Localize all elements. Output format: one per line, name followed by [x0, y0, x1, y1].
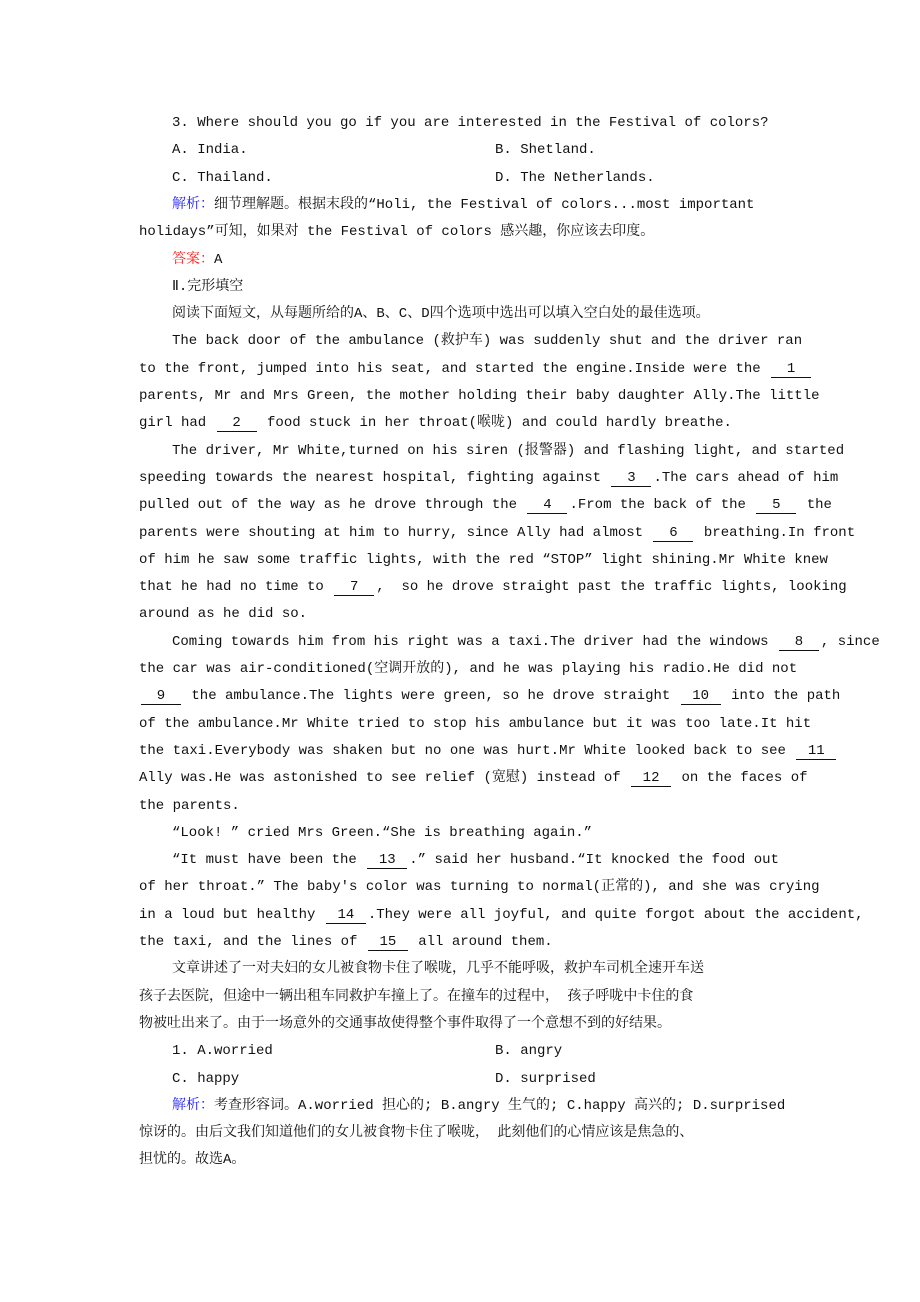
text-line	[139, 1150, 245, 1170]
text-segment: 惊讶的。由后文我们知道他们的女儿被食物卡住了喉咙， 此刻他们的心情应该是焦急的、	[139, 1125, 694, 1142]
text-segment: the parents.	[139, 797, 240, 814]
text-segment: , since	[820, 633, 880, 650]
text-segment: of the ambulance.Mr White tried to stop his ambulance but it was too late.It hit	[139, 715, 812, 732]
text-line	[172, 331, 802, 351]
text-segment: around as he did so.	[139, 606, 308, 623]
text-segment: to the front, jumped into his seat, and started the engine.Inside were the	[139, 360, 770, 377]
cloze-blank: 12	[631, 771, 671, 787]
text-segment: 3. Where should you go if you are interested in the Festival of colors?	[172, 115, 769, 131]
text-segment: the taxi, and the lines of	[139, 934, 366, 950]
text-segment: holidays”可知，如果对 the Festival of colors 感兴趣，你应该去印度。	[139, 224, 655, 241]
text-segment: .From the back of the	[569, 497, 755, 514]
text-line	[139, 741, 838, 761]
cloze-blank: 2	[217, 416, 257, 432]
text-line	[172, 1096, 785, 1116]
cloze-blank: 13	[367, 853, 407, 869]
text-line	[139, 932, 553, 952]
text-segment: of him he saw some traffic lights, with the red “STOP” light shining.Mr White knew	[139, 551, 828, 568]
text-segment: 物被吐出来了。由于一场意外的交通事故使得整个事件取得了一个意想不到的好结果。	[139, 1015, 671, 1032]
cloze-blank: 11	[796, 744, 836, 760]
text-segment: A	[214, 251, 223, 268]
text-line	[172, 632, 880, 652]
text-line	[139, 686, 840, 706]
text-segment: the taxi.Everybody was shaken but no one was hurt.Mr White looked back to see	[139, 742, 795, 759]
text-segment: the	[798, 497, 832, 514]
analysis-label: 解析：	[172, 196, 214, 213]
text-line	[139, 550, 828, 570]
text-line	[172, 195, 754, 215]
text-segment: “It must have been the	[172, 852, 366, 869]
cloze-blank: 10	[681, 689, 721, 705]
text-segment: in a loud but healthy	[139, 906, 324, 923]
answer-option: B. Shetland.	[495, 142, 596, 159]
text-segment: .The cars ahead of him	[653, 469, 839, 486]
text-segment: of her throat.” The baby's color was turning to normal(正常的), and she was crying	[139, 879, 820, 896]
cloze-blank: 14	[326, 908, 366, 924]
text-segment: Ally was.He was astonished to see relief (宽慰) instead of	[139, 770, 630, 787]
cloze-blank: 3	[611, 471, 651, 487]
text-line	[139, 386, 820, 406]
text-segment: parents, Mr and Mrs Green, the mother holding their baby daughter Ally.The little	[139, 388, 820, 404]
cloze-blank: 9	[141, 689, 181, 705]
text-segment: 孩子去医院，但途中一辆出租车同救护车撞上了。在撞车的过程中， 孩子呼咙中卡住的食	[139, 988, 694, 1005]
text-segment: parents were shouting at him to hurry, since Ally had almost	[139, 524, 652, 541]
text-line	[172, 277, 243, 297]
text-segment: The driver, Mr White,turned on his siren (报警器) and flashing light, and started	[172, 442, 845, 459]
text-line	[139, 359, 813, 379]
text-line	[139, 604, 307, 624]
text-segment: all around them.	[409, 934, 553, 950]
text-segment: speeding towards the nearest hospital, fighting against	[139, 469, 610, 486]
cloze-blank: 4	[527, 498, 567, 514]
text-line	[139, 523, 855, 543]
text-segment: Coming towards him from his right was a taxi.The driver had the windows	[172, 633, 777, 650]
text-line	[139, 577, 847, 597]
text-line	[139, 1014, 671, 1034]
text-segment: 文章讲述了一对夫妇的女儿被食物卡住了喉咙，几乎不能呼吸，救护车司机全速开车送	[172, 961, 704, 978]
answer-option: C. happy	[172, 1070, 240, 1087]
text-line	[139, 413, 732, 433]
cloze-blank: 1	[771, 362, 811, 378]
answer-label: 答案：	[172, 251, 214, 268]
cloze-blank: 5	[756, 498, 796, 514]
answer-option: B. angry	[495, 1043, 563, 1060]
text-line	[172, 823, 592, 843]
text-segment: 考查形容词。A.worried 担心的; B.angry 生气的; C.happy 高兴的; D.surprised	[214, 1097, 786, 1114]
cloze-blank: 7	[334, 580, 374, 596]
cloze-blank: 6	[653, 526, 693, 542]
text-segment: breathing.In front	[695, 524, 856, 541]
text-line	[172, 250, 222, 270]
cloze-blank: 8	[779, 635, 819, 651]
text-segment: into the path	[722, 688, 841, 705]
text-segment: 阅读下面短文，从每题所给的A、B、C、D四个选项中选出可以填入空白处的最佳选项。	[172, 306, 710, 323]
answer-option: 1. A.worried	[172, 1043, 273, 1060]
text-segment: on the faces of	[673, 770, 808, 787]
text-line	[139, 714, 811, 734]
text-line	[172, 441, 844, 461]
text-line	[172, 850, 779, 870]
text-segment: 担忧的。故选A。	[139, 1152, 246, 1169]
text-line	[172, 113, 769, 133]
text-line	[172, 304, 710, 324]
cloze-blank: 15	[368, 935, 408, 951]
text-segment: Ⅱ.完形填空	[172, 278, 244, 295]
text-line	[139, 495, 832, 515]
answer-option: D. surprised	[495, 1070, 596, 1087]
text-segment: .They were all joyful, and quite forgot about the accident,	[367, 906, 864, 923]
text-line	[139, 468, 838, 488]
answer-option: D. The Netherlands.	[495, 169, 655, 186]
text-segment: that he had no time to	[139, 579, 333, 596]
text-line	[172, 959, 704, 979]
text-line	[139, 796, 240, 816]
text-segment: pulled out of the way as he drove through the	[139, 497, 526, 514]
text-segment: .” said her husband.“It knocked the food out	[409, 852, 779, 869]
text-line	[139, 768, 808, 788]
answer-option: A. India.	[172, 142, 248, 159]
text-segment: the ambulance.The lights were green, so he drove straight	[183, 688, 679, 705]
text-segment: 细节理解题。根据末段的“Holi, the Festival of colors...most important	[214, 196, 755, 213]
text-line	[139, 659, 797, 679]
text-segment: girl had	[139, 415, 215, 432]
text-line	[139, 877, 820, 897]
text-segment: food stuck in her throat(喉咙) and could hardly breathe.	[258, 415, 732, 432]
text-segment: The back door of the ambulance (救护车) was suddenly shut and the driver ran	[172, 333, 803, 350]
analysis-label: 解析：	[172, 1097, 214, 1114]
text-line	[139, 987, 693, 1007]
text-line	[139, 222, 654, 242]
answer-option: C. Thailand.	[172, 169, 273, 186]
text-segment: “Look! ” cried Mrs Green.“She is breathing again.”	[172, 824, 593, 841]
text-segment: the car was air-conditioned(空调开放的), and he was playing his radio.He did not	[139, 661, 798, 677]
text-segment: , so he drove straight past the traffic lights, looking	[376, 579, 847, 596]
text-line	[139, 1123, 693, 1143]
text-line	[139, 905, 864, 925]
